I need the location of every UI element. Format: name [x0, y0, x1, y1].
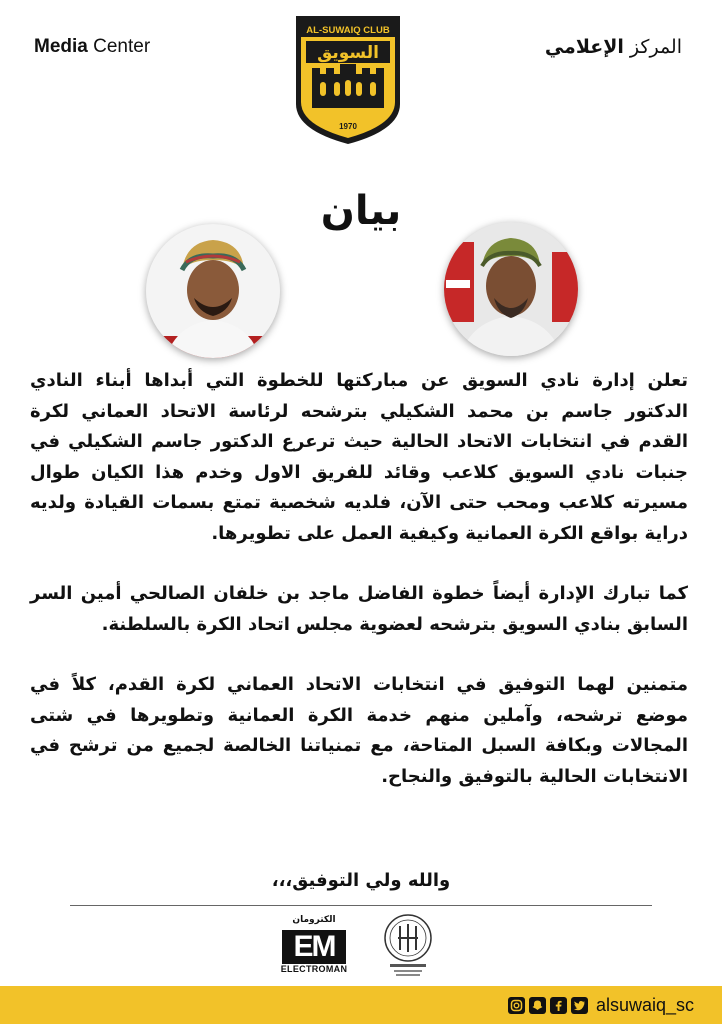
media-center-arabic-label — [545, 36, 682, 58]
social-handle[interactable]: alsuwaiq_sc — [595, 994, 694, 1015]
electroman-logo: EM — [282, 930, 346, 964]
statement-body — [30, 366, 688, 822]
facebook-icon[interactable] — [550, 997, 567, 1014]
paragraph-1: تعلن إدارة نادي السويق عن مباركتها للخطوة التي أبداها أبناء النادي الدكتور جاسم بن محمد الشكيلي بترشحه لرئاسة الاتحاد العماني لكرة القدم في انتخابات الاتحاد الحالية حيث ترعرع الدكتور جاسم الشكيلي في جنبات نادي السويق كلاعب وقائد للفريق الاول وخدم هذا الكيان طوال مسيرته كلاعب ومحب حتى الآن، فلديه شخصية تمتع بسمات القيادة ولديه دراية بواقع الكرة العمانية وكيفية العمل على تطويرها. — [30, 370, 688, 544]
footer-divider — [70, 905, 652, 906]
markaz-word: المركز — [623, 36, 682, 58]
logo-top-text: AL-SUWAIQ CLUB — [306, 25, 390, 36]
media-word: Media — [34, 36, 88, 57]
electroman-arabic: الكترومان — [292, 915, 336, 925]
portrait-photo-majid — [146, 224, 280, 358]
snapchat-icon[interactable] — [529, 997, 546, 1014]
closing-line: والله ولي التوفيق،،، — [271, 870, 451, 891]
sponsor-seal-logo — [382, 912, 434, 978]
paragraph-2: كما تبارك الإدارة أيضاً خطوة الفاضل ماجد بن خلفان الصالحي أمين السر السابق بنادي السويق بترشحه لعضوية مجلس اتحاد الكرة بالسلطنة. — [30, 583, 688, 635]
twitter-icon[interactable] — [571, 997, 588, 1014]
club-logo — [292, 12, 404, 148]
paragraph-3: متمنين لهما التوفيق في انتخابات الاتحاد العماني لكرة القدم، كلاً في موضع ترشحه، وآملين منهم خدمة الكرة العمانية وتطويرها في شتى المجالات وبكافة السبل المتاحة، مع تمنياتنا الخالصة لجميع من ترشح في الانتخابات الحالية بالتوفيق والنجاح. — [30, 674, 688, 787]
social-links — [508, 994, 694, 1016]
logo-arabic-name: السويق — [317, 43, 379, 63]
instagram-icon[interactable] — [508, 997, 525, 1014]
portrait-photo-jassim — [444, 222, 578, 356]
electroman-name: ELECTROMAN — [280, 964, 348, 974]
ilami-word: الإعلامي — [544, 36, 624, 58]
logo-year: 1970 — [339, 122, 357, 131]
media-center-label — [34, 36, 150, 58]
statement-title: بيان — [320, 188, 402, 234]
center-word: Center — [87, 36, 151, 57]
